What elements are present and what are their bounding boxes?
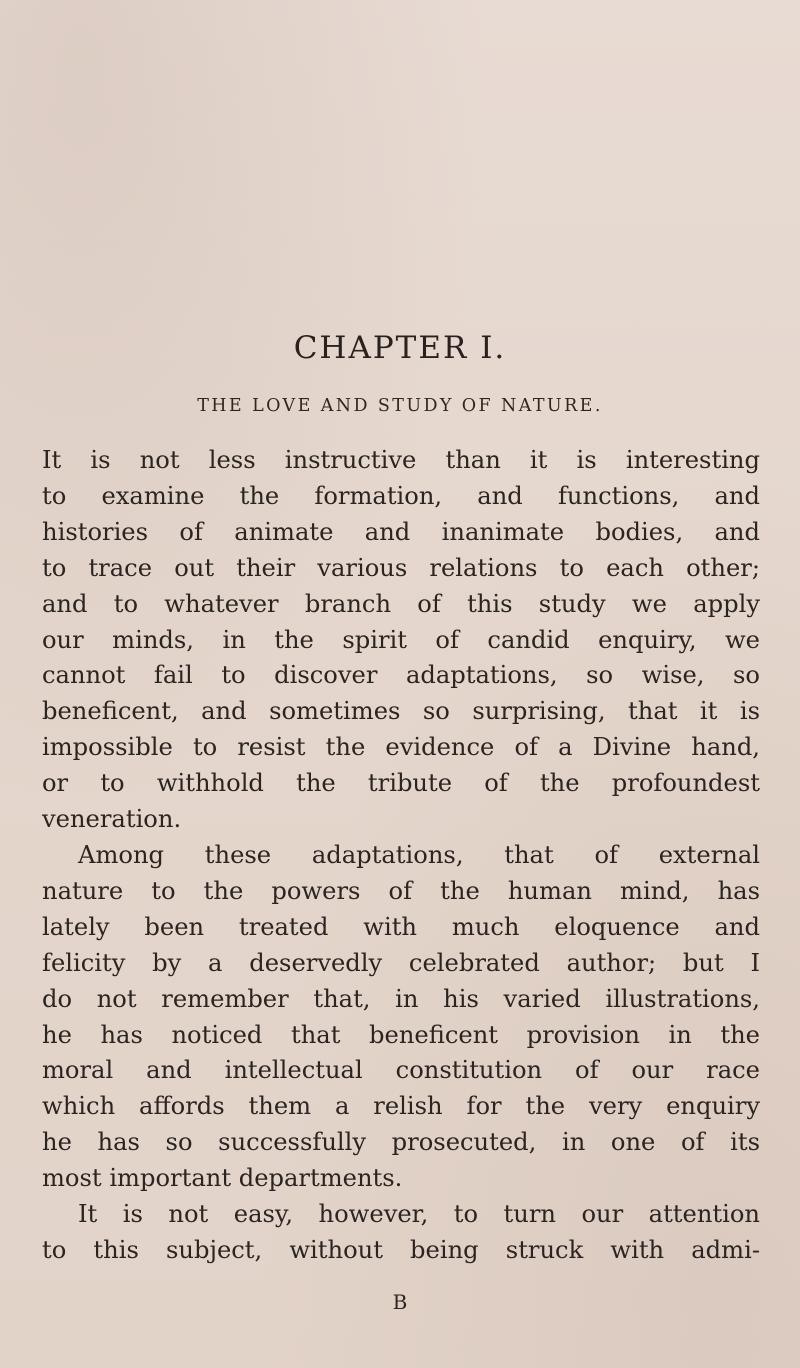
text-line: our minds, in the spirit of candid enquiry, we <box>42 625 760 654</box>
text-line: Among these adaptations, that of external <box>78 840 760 869</box>
signature-mark: B <box>392 1290 408 1314</box>
chapter-heading: CHAPTER I. <box>293 330 507 366</box>
text-line: most important departments. <box>42 1164 403 1193</box>
text-line: which affords them a relish for the very enquiry <box>42 1092 760 1121</box>
text-line: nature to the powers of the human mind, has <box>42 876 760 905</box>
text-line: It is not less instructive than it is interesting <box>42 446 760 474</box>
text-line: he has noticed that beneficent provision in the <box>42 1020 760 1049</box>
text-line: histories of animate and inanimate bodies, and <box>42 517 760 546</box>
text-line: or to withhold the tribute of the profoundest <box>42 769 760 798</box>
body-text <box>42 443 760 1269</box>
text-line: to this subject, without being struck with admi- <box>42 1235 760 1264</box>
text-line: to trace out their various relations to each other; <box>42 553 760 582</box>
text-line: moral and intellectual constitution of our race <box>42 1056 760 1085</box>
chapter-subtitle: THE LOVE AND STUDY OF NATURE. <box>197 396 603 416</box>
paragraph-1 <box>42 443 760 838</box>
text-line: lately been treated with much eloquence and <box>42 912 760 941</box>
text-line: It is not easy, however, to turn our attention <box>78 1200 760 1229</box>
paragraph-3 <box>42 1197 760 1269</box>
text-line: veneration. <box>42 805 182 834</box>
text-line: beneficent, and sometimes so surprising, that it is <box>42 697 760 726</box>
paragraph-2 <box>42 838 760 1197</box>
text-line: felicity by a deservedly celebrated author; but I <box>42 948 760 977</box>
text-line: and to whatever branch of this study we apply <box>42 589 760 618</box>
text-line: he has so successfully prosecuted, in one of its <box>42 1128 760 1157</box>
text-line: to examine the formation, and functions, and <box>42 481 760 510</box>
text-line: impossible to resist the evidence of a Divine hand, <box>42 733 760 762</box>
text-line: do not remember that, in his varied illustrations, <box>42 984 760 1013</box>
text-line: cannot fail to discover adaptations, so wise, so <box>42 661 760 690</box>
